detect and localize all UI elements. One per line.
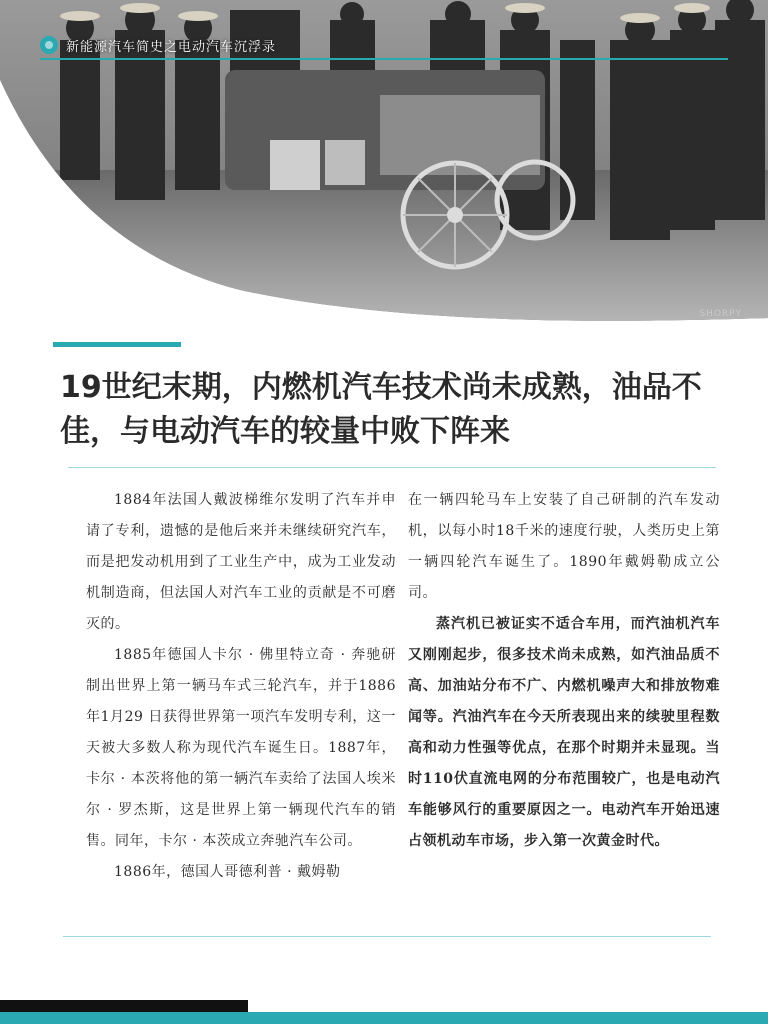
- paragraph-electric-golden-age: 蒸汽机已被证实不适合车用，而汽油机汽车又刚刚起步，很多技术尚未成熟，如汽油品质不高、加油站分布不广、内燃机噪声大和排放物难闻等。汽油汽车在今天所表现出来的续驶里程数高和动力性强等优点，在那个时期并未显现。当时110伏直流电网的分布范围较广，也是电动汽车能够风行的重要原因之一。电动汽车开始迅速占领机动车市场，步入第一次黄金时代。: [408, 616, 720, 849]
- paragraph-1884: 1884年法国人戴波梯维尔发明了汽车并申请了专利，遗憾的是他后来并未继续研究汽车，而是把发动机用到了工业生产中，成为工业发动机制造商，但法国人对汽车工业的贡献是不可磨灭的。: [86, 492, 396, 632]
- paragraph-1886-continued: 在一辆四轮马车上安装了自己研制的汽车发动机，以每小时18千米的速度行驶，人类历史上第一辆四轮汽车诞生了。1890年戴姆勒成立公司。: [408, 492, 720, 601]
- footer-black-bar: [0, 1000, 248, 1012]
- paragraph-1885: 1885年德国人卡尔 · 佛里特立奇 · 奔驰研制出世界上第一辆马车式三轮汽车，并于1886年1月29 日获得世界第一项汽车发明专利，这一天被大多数人称为现代汽车诞生日。1887年，卡尔 · 本茨将他的第一辆汽车卖给了法国人埃米尔 · 罗杰斯，这是世界上第一辆现代汽车的销售。同年，卡尔 · 本茨成立奔驰汽车公司。: [86, 647, 396, 849]
- hero-photo-area: [0, 0, 768, 322]
- photo-watermark: SHORPY: [699, 309, 742, 319]
- brand-circle-icon: [40, 36, 58, 54]
- footer-teal-bar: [0, 1012, 768, 1024]
- article-title: 19世纪末期，内燃机汽车技术尚未成熟，油品不佳，与电动汽车的较量中败下阵来: [60, 370, 702, 449]
- divider-bottom: [63, 936, 711, 937]
- right-column: [408, 485, 720, 609]
- right-column-emphasis: [408, 609, 720, 857]
- title-accent-bar: [53, 342, 181, 347]
- running-head-text: 新能源汽车简史之电动汽车沉浮录: [66, 39, 277, 55]
- paragraph-1886-start: 1886年，德国人哥德利普 · 戴姆勒: [114, 864, 341, 880]
- running-head: [40, 30, 276, 60]
- divider-top: [68, 467, 716, 468]
- left-column: [86, 485, 396, 888]
- running-head-rule: [40, 58, 728, 60]
